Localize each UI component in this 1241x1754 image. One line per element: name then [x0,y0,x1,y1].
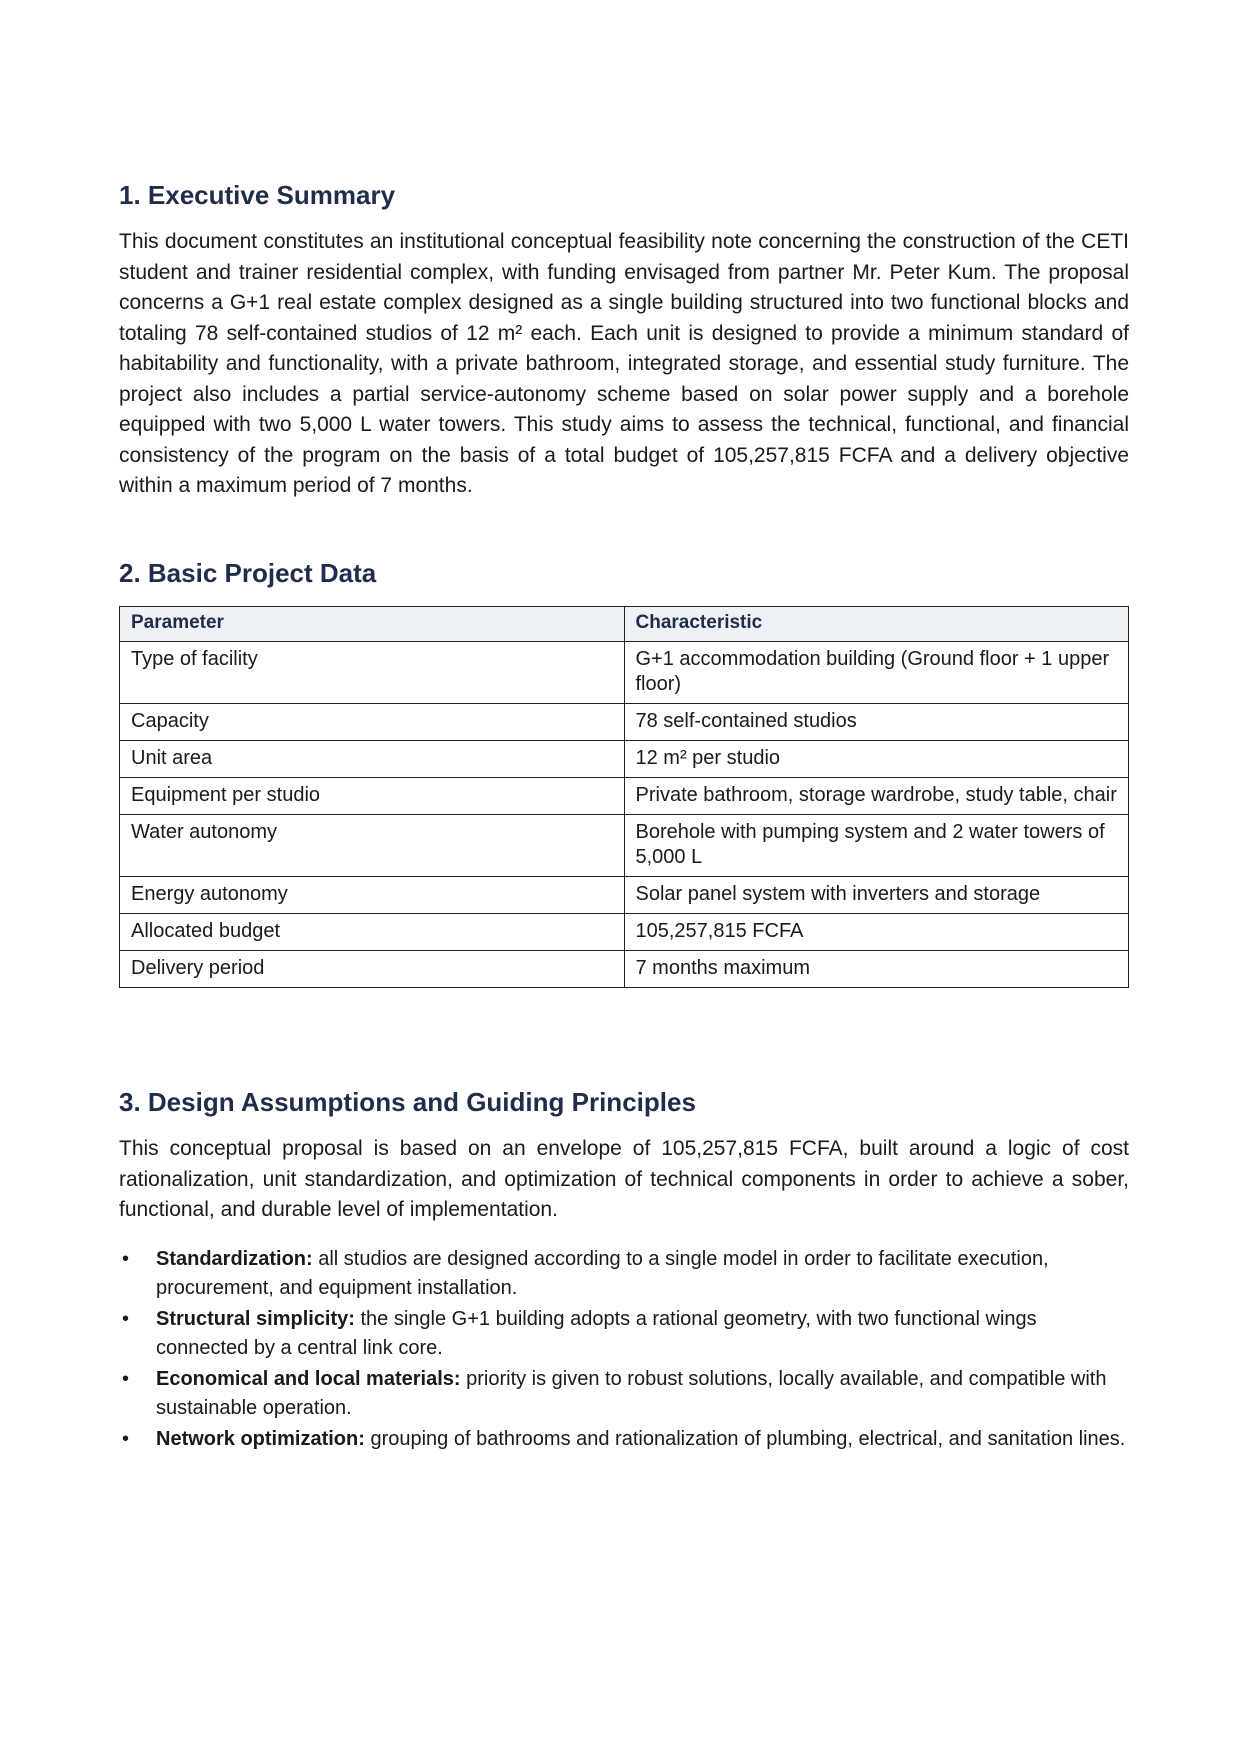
list-item-term: Structural simplicity: [156,1308,355,1330]
list-item [119,1245,1129,1303]
list-item [119,1305,1129,1363]
list-item-term: Network optimization: [156,1428,365,1450]
table-header-row [120,607,1129,642]
project-data-table [119,606,1129,988]
table-cell-characteristic: 7 months maximum [624,951,1129,988]
list-item [119,1425,1129,1454]
bullet-icon: • [122,1248,130,1270]
bullet-icon: • [122,1308,130,1330]
bullet-icon: • [122,1428,130,1450]
table-cell-parameter: Water autonomy [120,815,625,877]
table-row [120,877,1129,914]
table-row [120,778,1129,815]
table-cell-characteristic: 105,257,815 FCFA [624,914,1129,951]
table-cell-characteristic: Borehole with pumping system and 2 water towers of 5,000 L [624,815,1129,877]
table-cell-characteristic: 78 self-contained studios [624,704,1129,741]
table-cell-parameter: Energy autonomy [120,877,625,914]
list-item-text: grouping of bathrooms and rationalization of plumbing, electrical, and sanitation lines. [364,1428,1126,1450]
design-assumptions-paragraph: This conceptual proposal is based on an envelope of 105,257,815 FCFA, built around a logic of cost rationalization, unit standardization, and optimization of technical components in order to achieve a sober, functional, and durable level of implementation. [119,1137,1129,1221]
table-row [120,815,1129,877]
table-row [120,642,1129,704]
guiding-principles-list [119,1245,1129,1456]
section-2-heading: 2. Basic Project Data [119,558,377,588]
table-cell-characteristic: Private bathroom, storage wardrobe, study table, chair [624,778,1129,815]
table-cell-parameter: Equipment per studio [120,778,625,815]
table-cell-parameter: Unit area [120,741,625,778]
table-row [120,951,1129,988]
table-cell-characteristic: G+1 accommodation building (Ground floor + 1 upper floor) [624,642,1129,704]
executive-summary-paragraph: This document constitutes an institutional conceptual feasibility note concerning the construction of the CETI student and trainer residential complex, with funding envisaged from partner Mr. Peter Kum. The proposal concerns a G+1 real estate complex designed as a single building structured into two functional blocks and totaling 78 self-contained studios of 12 m² each. Each unit is designed to provide a minimum standard of habitability and functionality, with a private bathroom, integrated storage, and essential study furniture. The project also includes a partial service-autonomy scheme based on solar power supply and a borehole equipped with two 5,000 L water towers. This study aims to assess the technical, functional, and financial consistency of the program on the basis of a total budget of 105,257,815 FCFA and a delivery objective within a maximum period of 7 months. [119,230,1129,497]
list-item-text: priority is given to robust solutions, locally available, and compatible with sustainable operation. [156,1368,1107,1419]
list-item-text: the single G+1 building adopts a rational geometry, with two functional wings connected by a central link core. [156,1308,1037,1359]
table-cell-parameter: Delivery period [120,951,625,988]
section-3-heading: 3. Design Assumptions and Guiding Principles [119,1087,696,1117]
table-cell-parameter: Allocated budget [120,914,625,951]
list-item-text: all studios are designed according to a single model in order to facilitate execution, procurement, and equipment installation. [156,1248,1049,1299]
table-cell-parameter: Capacity [120,704,625,741]
table-row [120,914,1129,951]
section-1-heading: 1. Executive Summary [119,180,396,210]
table-row [120,704,1129,741]
table-cell-characteristic: Solar panel system with inverters and storage [624,877,1129,914]
table-header-parameter: Parameter [120,607,625,642]
list-item-term: Standardization: [156,1248,313,1270]
table-cell-parameter: Type of facility [120,642,625,704]
table-row [120,741,1129,778]
table-cell-characteristic: 12 m² per studio [624,741,1129,778]
bullet-icon: • [122,1368,130,1390]
list-item [119,1365,1129,1423]
list-item-term: Economical and local materials: [156,1368,461,1390]
table-header-characteristic: Characteristic [624,607,1129,642]
